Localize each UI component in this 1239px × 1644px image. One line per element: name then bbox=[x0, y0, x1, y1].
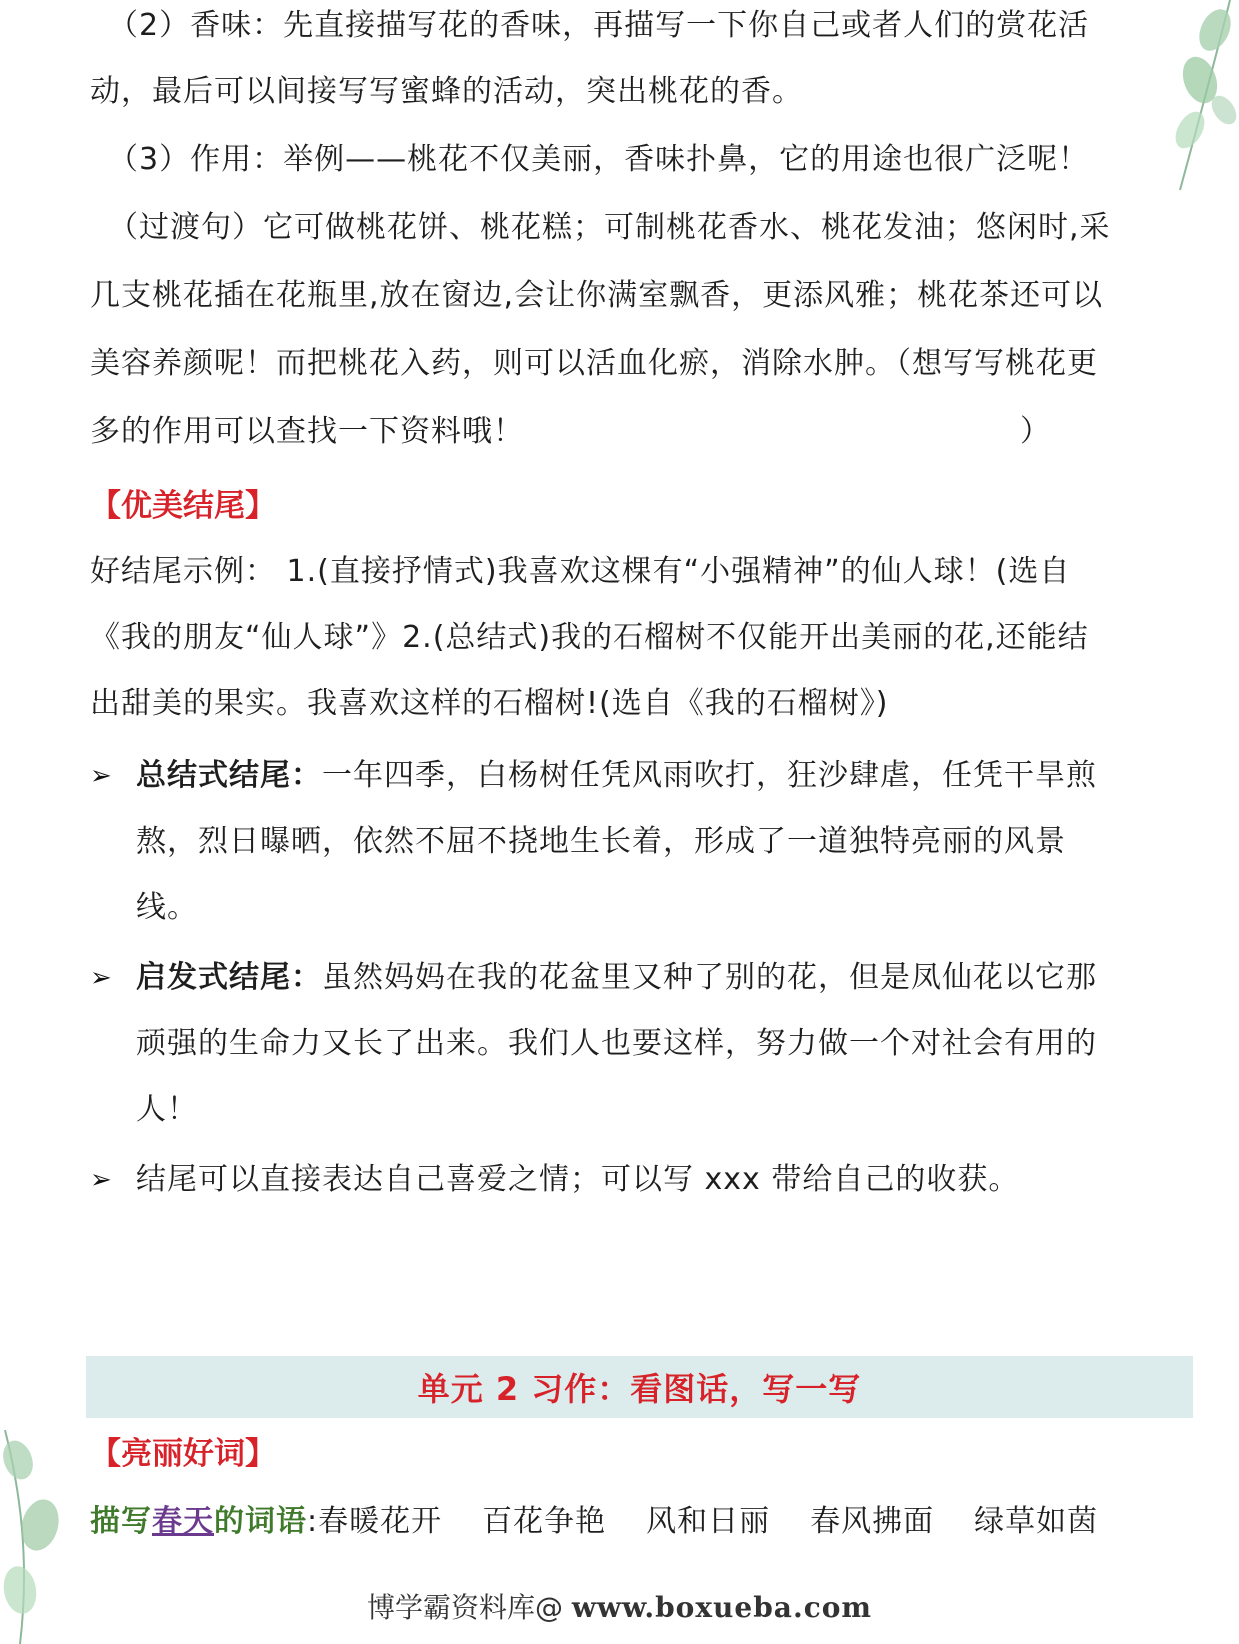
word-item: 风和日丽 bbox=[646, 1504, 771, 1539]
list-item-text bbox=[136, 958, 1097, 998]
footer-watermark bbox=[0, 1586, 1239, 1626]
word-list bbox=[90, 1502, 1098, 1542]
unit-banner bbox=[86, 1356, 1193, 1418]
list-item-line: 一年四季，白杨树任凭风雨吹打，狂沙肆虐，任凭干旱煎 bbox=[322, 758, 1097, 793]
list-item-label: 总结式结尾： bbox=[136, 758, 322, 793]
text-line: 动，最后可以间接写写蜜蜂的活动，突出桃花的香。 bbox=[90, 74, 803, 109]
text-line: 《我的朋友“仙人球”》2.(总结式)我的石榴树不仅能开出美丽的花,还能结 bbox=[90, 620, 1089, 655]
text-line: （3）作用：举例——桃花不仅美丽，香味扑鼻，它的用途也很广泛呢！ bbox=[108, 142, 1090, 177]
arrow-bullet-icon: ➢ bbox=[90, 761, 112, 791]
list-item-line: 熬，烈日曝晒，依然不屈不挠地生长着，形成了一道独特亮丽的风景 bbox=[136, 824, 1066, 859]
word-list-colon: : bbox=[307, 1504, 319, 1539]
word-item: 春风拂面 bbox=[810, 1504, 935, 1539]
section-heading: 【亮丽好词】 bbox=[90, 1436, 276, 1472]
word-list-label-prefix: 描写 bbox=[90, 1504, 152, 1539]
section-heading: 【优美结尾】 bbox=[90, 488, 276, 524]
text-line: 美容养颜呢！而把桃花入药，则可以活血化瘀，消除水肿。（想写写桃花更 bbox=[90, 346, 1098, 381]
text-line: ） bbox=[1020, 414, 1051, 449]
list-item-line: 虽然妈妈在我的花盆里又种了别的花，但是凤仙花以它那 bbox=[322, 960, 1097, 995]
word-item: 百花争艳 bbox=[482, 1504, 607, 1539]
list-item-line: 人！ bbox=[136, 1092, 198, 1127]
text-line: 好结尾示例： 1.(直接抒情式)我喜欢这棵有“小强精神”的仙人球！(选自 bbox=[90, 554, 1071, 589]
word-item: 绿草如茵 bbox=[974, 1504, 1099, 1539]
word-item: 春暖花开 bbox=[318, 1504, 443, 1539]
footer-url: www.boxueba.com bbox=[571, 1591, 873, 1624]
text-line: 出甜美的果实。我喜欢这样的石榴树!(选自《我的石榴树》) bbox=[90, 686, 889, 721]
footer-at: @ bbox=[534, 1591, 563, 1624]
arrow-bullet-icon: ➢ bbox=[90, 1165, 112, 1195]
text-line: （2）香味：先直接描写花的香味，再描写一下你自己或者人们的赏花活 bbox=[108, 8, 1090, 43]
footer-site-name: 博学霸资料库 bbox=[366, 1591, 535, 1624]
list-item-line: 结尾可以直接表达自己喜爱之情；可以写 xxx 带给自己的收获。 bbox=[136, 1162, 1020, 1197]
text-line: 几支桃花插在花瓶里,放在窗边,会让你满室飘香，更添风雅；桃花茶还可以 bbox=[90, 278, 1104, 313]
unit-title: 单元 2 习作：看图话，写一写 bbox=[417, 1370, 862, 1408]
list-item-line: 线。 bbox=[136, 890, 198, 925]
word-list-label-suffix: 的词语 bbox=[214, 1504, 307, 1539]
list-item-text bbox=[136, 756, 1097, 796]
text-line: （过渡句）它可做桃花饼、桃花糕；可制桃花香水、桃花发油；悠闲时,采 bbox=[108, 210, 1111, 245]
list-item-label: 启发式结尾： bbox=[136, 960, 322, 995]
eucalyptus-leaf-icon bbox=[1120, 0, 1239, 200]
text-line: 多的作用可以查找一下资料哦！ bbox=[90, 414, 524, 449]
word-list-label-highlight: 春天 bbox=[152, 1504, 214, 1539]
list-item-line: 顽强的生命力又长了出来。我们人也要这样，努力做一个对社会有用的 bbox=[136, 1026, 1097, 1061]
arrow-bullet-icon: ➢ bbox=[90, 963, 112, 993]
